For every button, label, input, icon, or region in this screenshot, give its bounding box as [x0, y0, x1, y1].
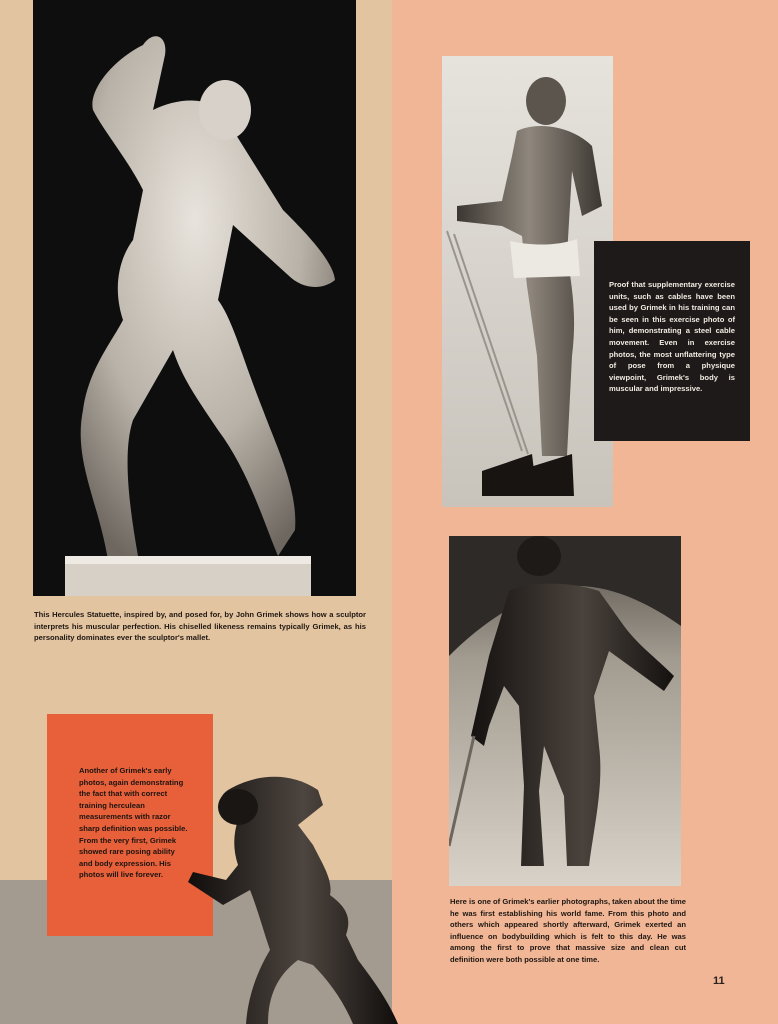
hercules-statuette-photo [33, 0, 356, 596]
sand-caption: Here is one of Grimek's earlier photographs, taken about the time he was first establishing his world fame. From this photo and others which appeared shortly afterward, Grimek exerted an influence on bodybuilding which is felt to this day. He was among the first to prove that massive size and clean cut definition were both possible at one time. [450, 897, 687, 964]
cable-exercise-photo [442, 56, 613, 507]
early-pose-photo [178, 770, 398, 1024]
statue-caption: This Hercules Statuette, inspired by, and posed for, by John Grimek shows how a sculptor interprets his muscular perfection. His chiselled likeness remains typically Grimek, as his personality dominates ever the sculptor's mallet. [34, 610, 366, 643]
early-caption: Another of Grimek's early photos, again demonstrating the fact that with correct training herculean measurements with razor sharp definition was possible. From the very first, Grimek showed rare posing ability and body expression. His photos will live forever. [79, 766, 188, 880]
cable-exercise-figure-illustration [442, 56, 613, 507]
page-number: 11 [713, 975, 725, 987]
statue-figure-illustration [33, 0, 356, 596]
sand-pose-photo [449, 536, 681, 886]
sand-pose-figure-illustration [449, 536, 681, 886]
early-pose-figure-illustration [178, 770, 398, 1024]
cable-caption: Proof that supplementary exercise units, such as cables have been used by Grimek in his training can be seen in this exercise photo of him, demonstrating a steel cable movement. Even in exercise photos, the most unflattering type of pose from a physique viewpoint, Grimek's body is muscular and impressive. [609, 280, 735, 394]
